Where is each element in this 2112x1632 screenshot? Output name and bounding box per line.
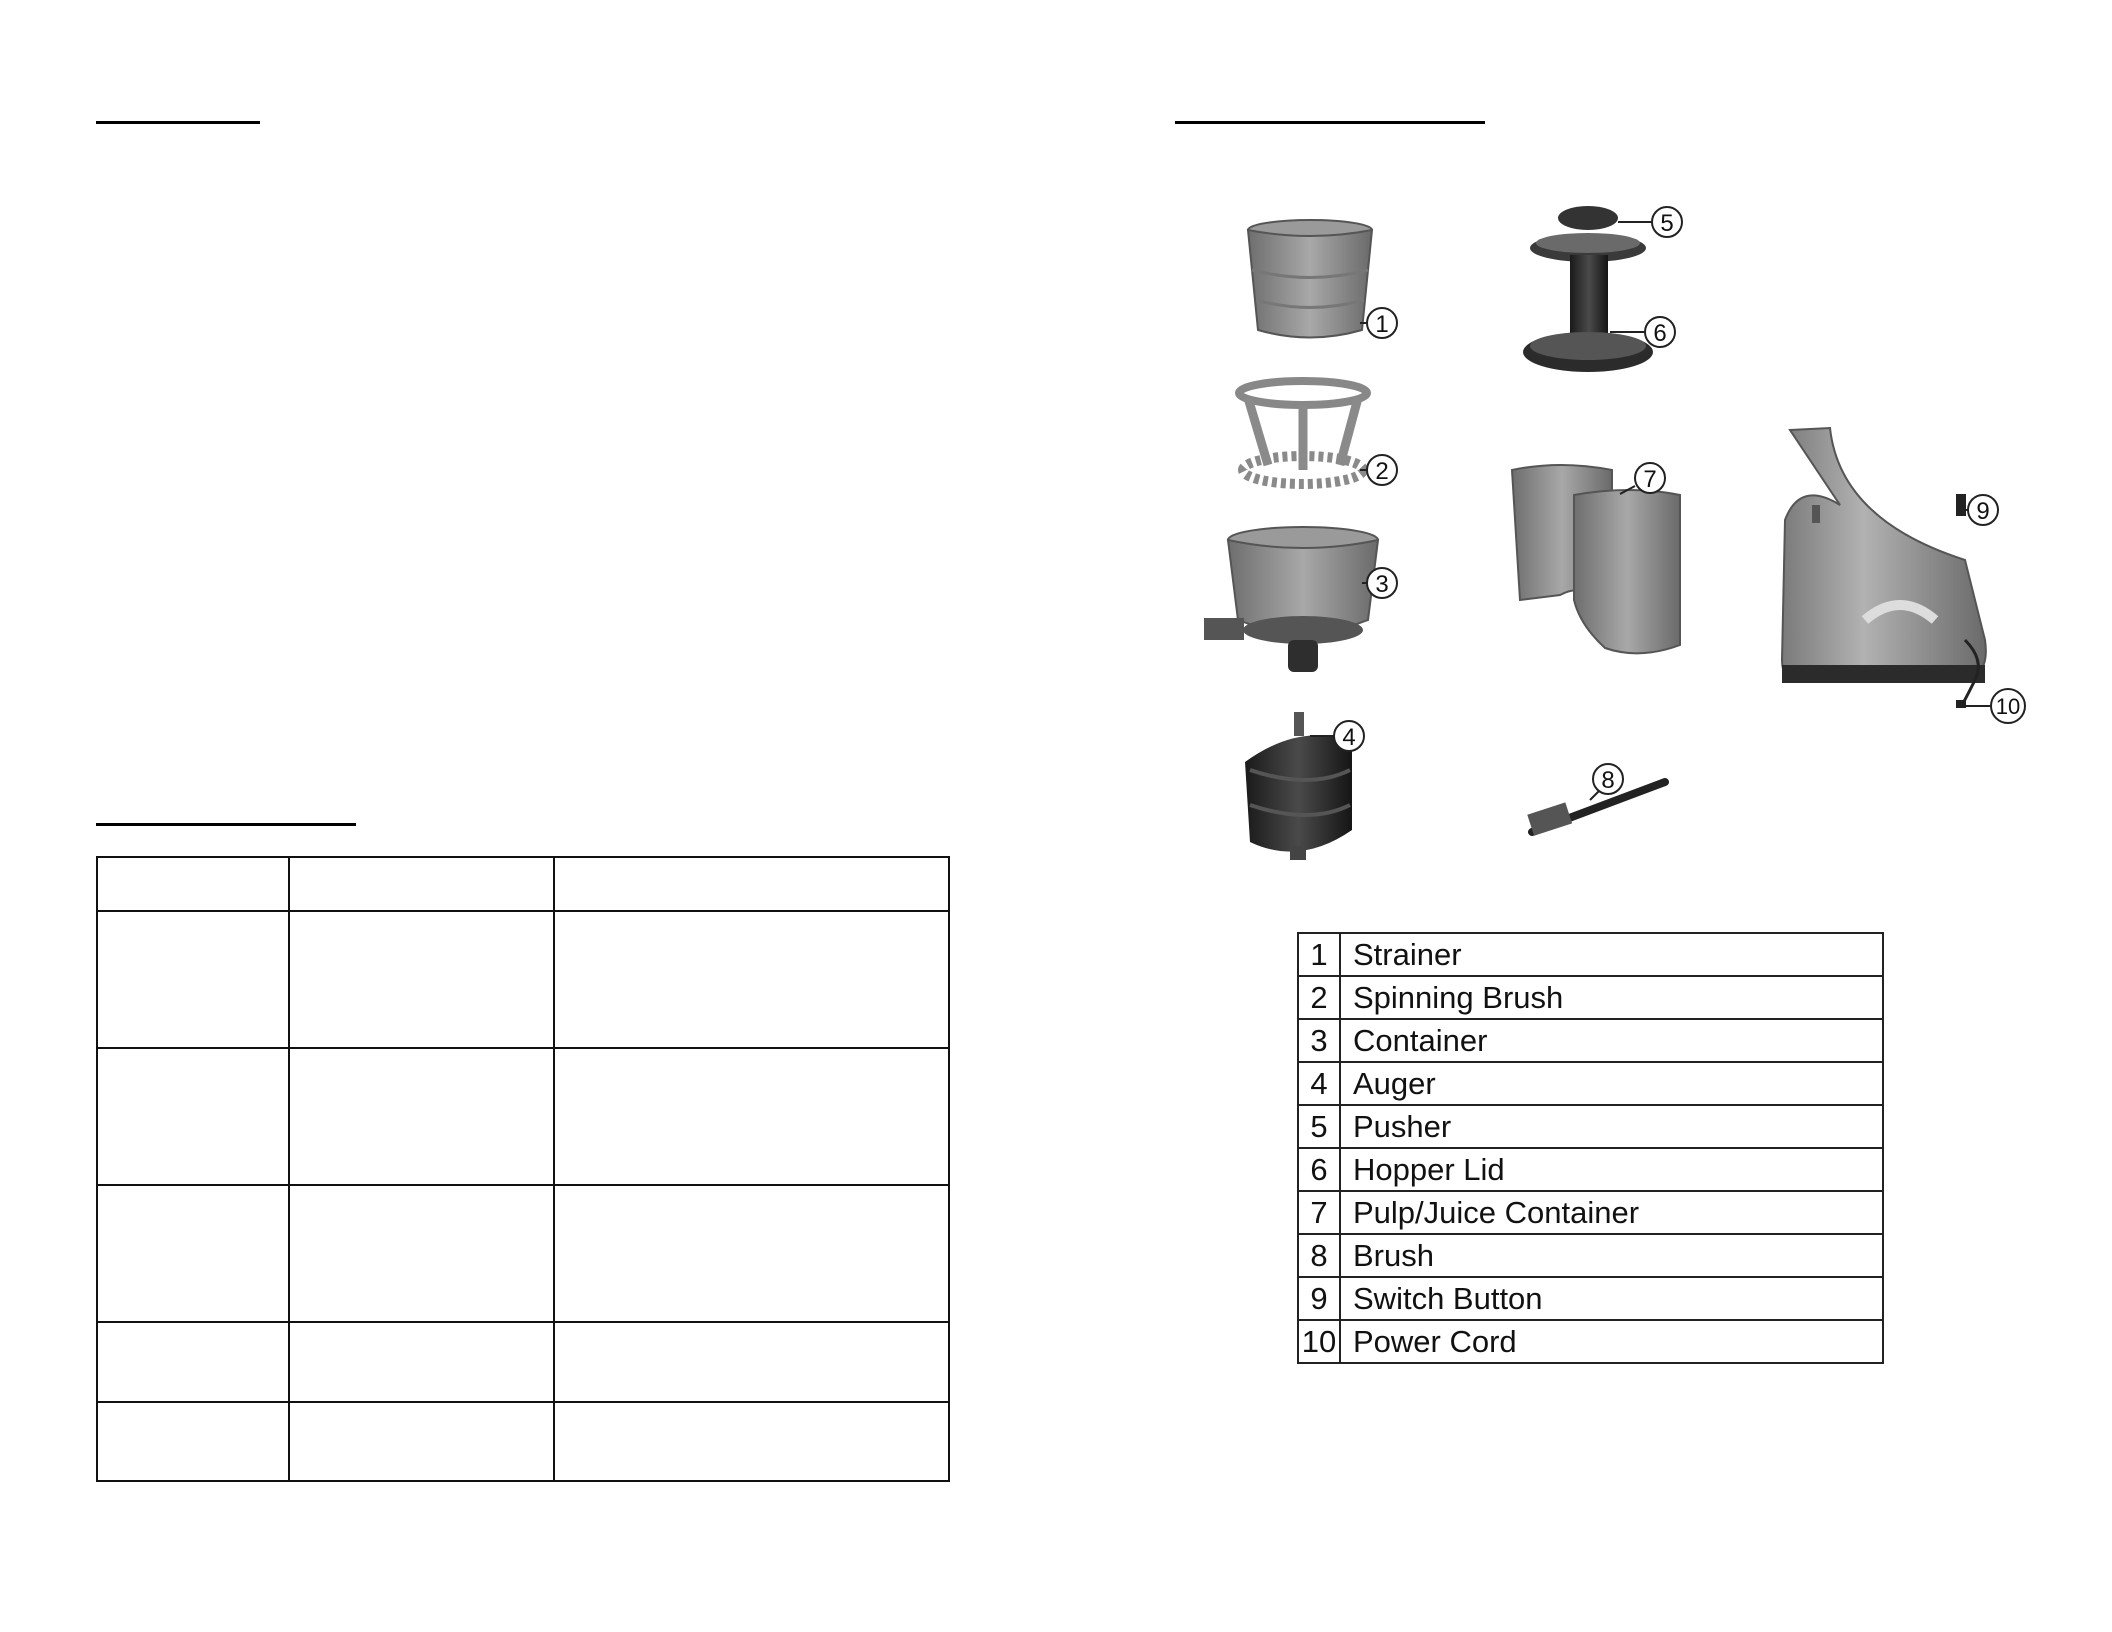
switch-button-icon <box>1956 494 1966 516</box>
table-cell <box>554 1322 949 1402</box>
svg-text:3: 3 <box>1375 571 1389 598</box>
table-cell <box>554 1402 949 1481</box>
callout-10 <box>1965 689 2025 723</box>
table-cell <box>97 857 289 911</box>
right-heading-rule <box>1175 121 1485 124</box>
container-icon <box>1204 527 1378 672</box>
table-row <box>1298 1062 1883 1105</box>
svg-text:1: 1 <box>1375 311 1389 338</box>
table-cell <box>554 1048 949 1185</box>
parts-diagram <box>1190 190 2040 880</box>
part-number: 3 <box>1298 1019 1340 1062</box>
part-name: Power Cord <box>1340 1320 1883 1363</box>
table-cell <box>289 857 554 911</box>
table-row <box>1298 1105 1883 1148</box>
svg-text:2: 2 <box>1375 458 1389 485</box>
part-number: 5 <box>1298 1105 1340 1148</box>
table-cell <box>289 1185 554 1322</box>
table-cell <box>289 911 554 1048</box>
parts-list-body <box>1298 933 1883 1363</box>
part-name: Hopper Lid <box>1340 1148 1883 1191</box>
table-row <box>1298 1191 1883 1234</box>
callout-5 <box>1618 207 1682 237</box>
part-number: 8 <box>1298 1234 1340 1277</box>
table-cell <box>97 911 289 1048</box>
table-row <box>1298 1148 1883 1191</box>
table-row <box>97 1048 949 1185</box>
svg-text:10: 10 <box>1995 694 2021 719</box>
table-row <box>1298 1320 1883 1363</box>
svg-text:5: 5 <box>1660 210 1674 237</box>
table-row <box>97 857 949 911</box>
callout-9 <box>1966 495 1998 525</box>
callout-8 <box>1590 764 1623 800</box>
table-cell <box>97 1185 289 1322</box>
table-cell <box>289 1322 554 1402</box>
table-cell <box>289 1402 554 1481</box>
brush-icon <box>1527 782 1665 836</box>
table-row <box>1298 1019 1883 1062</box>
callout-1 <box>1360 308 1397 338</box>
callout-2 <box>1360 455 1397 485</box>
parts-list-table <box>1297 932 1884 1364</box>
part-number: 4 <box>1298 1062 1340 1105</box>
part-number: 7 <box>1298 1191 1340 1234</box>
table-row <box>97 1402 949 1481</box>
part-name: Strainer <box>1340 933 1883 976</box>
table-cell <box>97 1048 289 1185</box>
blank-grid-table <box>96 856 950 1482</box>
strainer-icon <box>1248 220 1372 338</box>
svg-text:9: 9 <box>1976 498 1990 525</box>
left-heading-rule-bottom <box>96 823 356 826</box>
left-heading-rule-top <box>96 121 260 124</box>
spinning-brush-icon <box>1239 381 1367 484</box>
part-number: 9 <box>1298 1277 1340 1320</box>
svg-text:4: 4 <box>1342 724 1356 751</box>
table-cell <box>289 1048 554 1185</box>
table-row <box>1298 976 1883 1019</box>
table-cell <box>97 1402 289 1481</box>
table-row <box>1298 1234 1883 1277</box>
part-name: Pulp/Juice Container <box>1340 1191 1883 1234</box>
pusher-icon <box>1530 206 1646 262</box>
part-name: Switch Button <box>1340 1277 1883 1320</box>
part-name: Auger <box>1340 1062 1883 1105</box>
table-cell <box>554 911 949 1048</box>
part-number: 1 <box>1298 933 1340 976</box>
part-number: 6 <box>1298 1148 1340 1191</box>
callout-7 <box>1620 463 1665 494</box>
part-name: Spinning Brush <box>1340 976 1883 1019</box>
table-row <box>1298 1277 1883 1320</box>
part-name: Brush <box>1340 1234 1883 1277</box>
table-cell <box>554 857 949 911</box>
part-name: Pusher <box>1340 1105 1883 1148</box>
svg-text:8: 8 <box>1601 767 1615 794</box>
hopper-lid-icon <box>1523 255 1653 372</box>
svg-text:6: 6 <box>1653 320 1667 347</box>
motor-base-icon <box>1782 428 1986 683</box>
table-cell <box>97 1322 289 1402</box>
part-number: 10 <box>1298 1320 1340 1363</box>
table-row <box>1298 933 1883 976</box>
table-row <box>97 911 949 1048</box>
part-name: Container <box>1340 1019 1883 1062</box>
table-row <box>97 1185 949 1322</box>
table-cell <box>554 1185 949 1322</box>
part-number: 2 <box>1298 976 1340 1019</box>
table-row <box>97 1322 949 1402</box>
svg-text:7: 7 <box>1643 466 1657 493</box>
